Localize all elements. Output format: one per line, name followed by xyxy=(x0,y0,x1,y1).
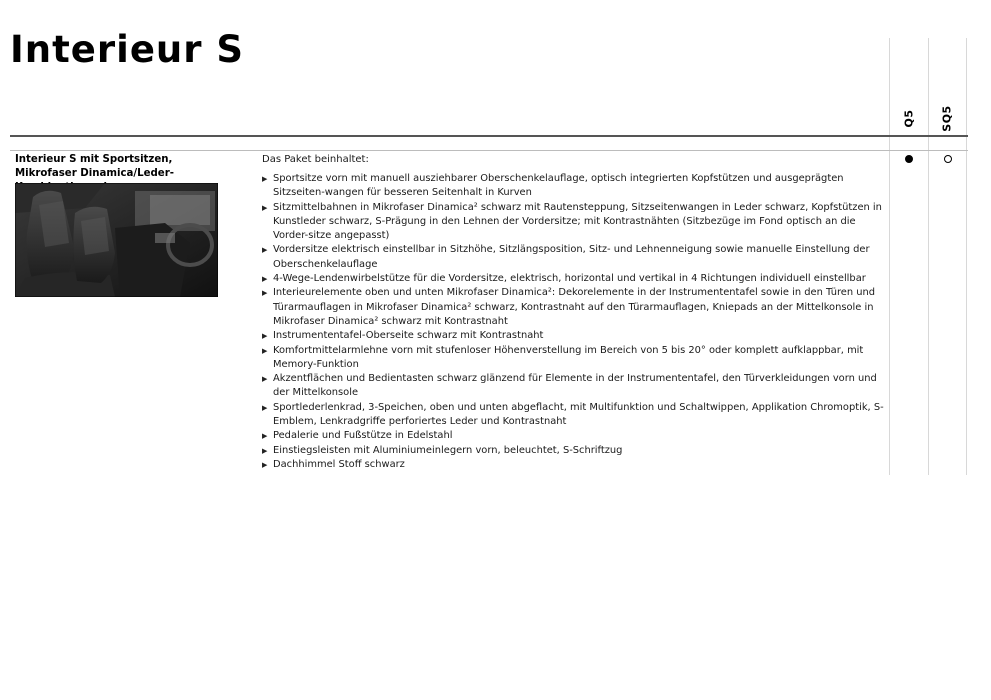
interior-photo-illustration xyxy=(15,183,218,297)
feature-text: Instrumententafel-Oberseite schwarz mit Kontrastnaht xyxy=(273,330,544,342)
list-item xyxy=(262,458,884,472)
column-header-sq5 xyxy=(937,104,957,132)
bullet-icon: ▶ xyxy=(262,332,268,341)
bullet-icon: ▶ xyxy=(262,246,268,255)
feature-text: Sitzmittelbahnen in Mikrofaser Dinamica² schwarz mit Rautensteppung, Sitzseitenwangen in Leder schwarz, Kopfstützen in Kunstleder schwarz, S-Prägung in den Lehnen der Vordersitze; mit Kontrastnähten (Sitzbezüge im Fond optisch an die Vorder-sitze angepasst) xyxy=(273,201,882,242)
feature-text: Interieurelemente oben und unten Mikrofaser Dinamica²: Dekorelemente in der Instrumententafel sowie in den Türen und Türarmauflagen in Mikrofaser Dinamica² schwarz, Kontrastnaht auf den Türarmauflagen, Kniepads an der Mittelkonsole in Mikrofaser Dinamica² schwarz mit Kontrastnaht xyxy=(273,287,876,327)
package-intro: Das Paket beinhaltet: xyxy=(262,154,369,165)
list-item xyxy=(262,372,884,401)
column-divider xyxy=(928,38,929,475)
list-item xyxy=(262,444,884,458)
row-rule xyxy=(10,150,968,151)
feature-text: Pedalerie und Fußstütze in Edelstahl xyxy=(273,430,453,442)
feature-text: Vordersitze elektrisch einstellbar in Sitzhöhe, Sitzlängsposition, Sitz- und Lehnenneigung sowie manuelle Einstellung der Oberschenkelauflage xyxy=(273,244,870,270)
bullet-icon: ▶ xyxy=(262,403,268,412)
bullet-icon: ▶ xyxy=(262,460,268,469)
bullet-icon: ▶ xyxy=(262,275,268,284)
column-header-label: SQ5 xyxy=(940,104,954,132)
interior-photo xyxy=(15,183,218,297)
availability-sq5-optional-icon xyxy=(944,155,952,163)
list-item xyxy=(262,329,884,343)
column-header-q5 xyxy=(899,104,919,132)
bullet-icon: ▶ xyxy=(262,175,268,183)
list-item xyxy=(262,272,884,286)
feature-text: 4-Wege-Lendenwirbelstütze für die Vordersitze, elektrisch, horizontal und vertikal in 4 Richtungen individuell einstellbar xyxy=(273,273,866,285)
bullet-icon: ▶ xyxy=(262,446,268,455)
column-header-label: Q5 xyxy=(902,108,916,128)
feature-text: Dachhimmel Stoff schwarz xyxy=(273,458,405,470)
feature-text: Einstiegsleisten mit Aluminiumeinlegern vorn, beleuchtet, S-Schriftzug xyxy=(273,444,623,456)
bullet-icon: ▶ xyxy=(262,432,268,441)
item-title: Interieur S mit Sportsitzen, Mikrofaser Dinamica/Leder- xyxy=(15,154,174,179)
feature-text: Sportlederlenkrad, 3-Speichen, oben und unten abgeflacht, mit Multifunktion und Schaltwippen, Applikation Chromoptik, S-Emblem, Lenkradgriffe perforiertes Leder und Kontrastnaht xyxy=(273,401,884,428)
feature-text: Komfortmittelarmlehne vorn mit stufenloser Höhenverstellung im Bereich von 5 bis 20° oder komplett aufklappbar, mit Memory-Funktion xyxy=(273,344,864,370)
feature-text: Akzentflächen und Bedientasten schwarz glänzend für Elemente in der Instrumententafel, den Türverkleidungen vorn und der Mittelkonsole xyxy=(273,373,877,399)
bullet-icon: ▶ xyxy=(262,346,268,355)
list-item xyxy=(262,243,884,272)
bullet-icon: ▶ xyxy=(262,203,268,212)
list-item xyxy=(262,286,884,329)
list-item xyxy=(262,201,884,244)
list-item xyxy=(262,401,884,430)
column-divider xyxy=(966,38,967,475)
list-item xyxy=(262,172,884,201)
list-item xyxy=(262,344,884,373)
list-item xyxy=(262,429,884,443)
feature-list xyxy=(262,172,884,472)
feature-text: Sportsitze vorn mit manuell ausziehbarer Oberschenkelauflage, optisch integrierten Kopfstützen und ausgeprägten Sitzseiten-wangen für besseren Seitenhalt in Kurven xyxy=(273,173,844,199)
column-divider xyxy=(889,38,890,475)
page-title: Interieur S xyxy=(10,28,245,71)
header-rule xyxy=(10,135,968,137)
availability-q5-standard-icon xyxy=(905,155,913,163)
bullet-icon: ▶ xyxy=(262,289,268,298)
bullet-icon: ▶ xyxy=(262,375,268,384)
